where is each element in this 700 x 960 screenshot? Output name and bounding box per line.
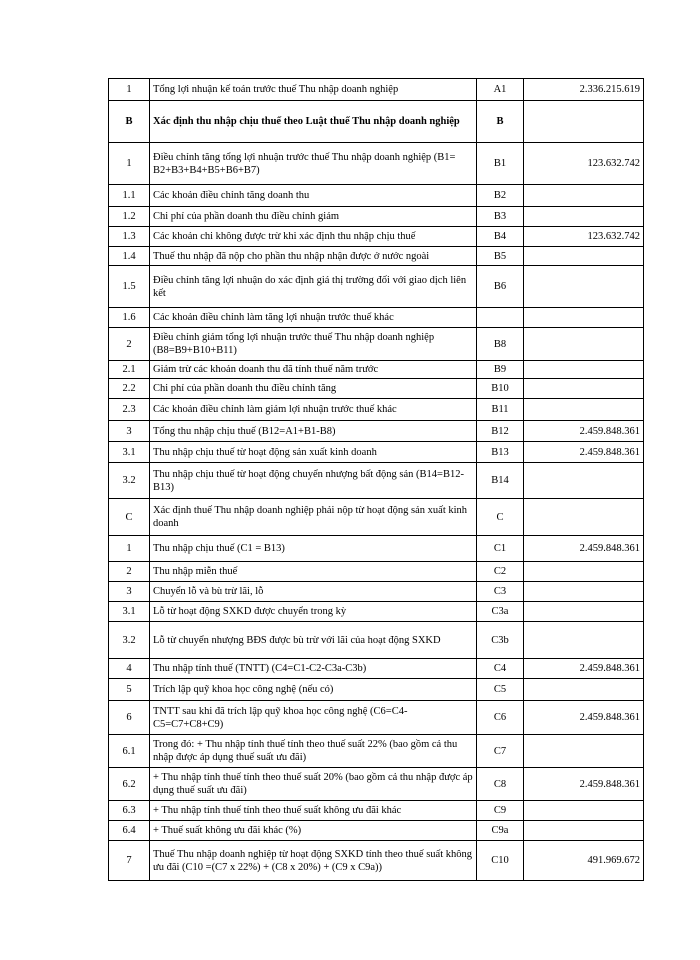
row-description: Chi phí của phần doanh thu điều chỉnh tăng	[150, 379, 477, 399]
table-row	[109, 79, 644, 101]
row-description: Điều chỉnh giảm tổng lợi nhuận trước thuế Thu nhập doanh nghiệp (B8=B9+B10+B11)	[150, 328, 477, 361]
row-number: 3	[109, 421, 150, 442]
row-number: 1	[109, 536, 150, 562]
row-value	[524, 499, 644, 536]
table-row	[109, 735, 644, 768]
row-number: B	[109, 101, 150, 143]
row-code: B2	[477, 185, 524, 207]
row-number: 3.2	[109, 463, 150, 499]
row-value: 123.632.742	[524, 143, 644, 185]
row-code: C3a	[477, 602, 524, 622]
row-code: B12	[477, 421, 524, 442]
row-code: A1	[477, 79, 524, 101]
row-number: 2.1	[109, 361, 150, 379]
row-description: Xác định thuế Thu nhập doanh nghiệp phải nộp từ hoạt động sản xuất kinh doanh	[150, 499, 477, 536]
table-row	[109, 536, 644, 562]
row-code: B	[477, 101, 524, 143]
row-description: Các khoản điều chỉnh tăng doanh thu	[150, 185, 477, 207]
row-code: B4	[477, 227, 524, 247]
row-number: 1	[109, 79, 150, 101]
row-number: 3	[109, 582, 150, 602]
row-description: Các khoản điều chỉnh làm tăng lợi nhuận trước thuế khác	[150, 308, 477, 328]
row-code: B8	[477, 328, 524, 361]
row-code: C3	[477, 582, 524, 602]
row-number: 1.6	[109, 308, 150, 328]
row-description: Thu nhập chịu thuế từ hoạt động chuyển nhượng bất động sản (B14=B12-B13)	[150, 463, 477, 499]
row-number: C	[109, 499, 150, 536]
row-number: 2	[109, 562, 150, 582]
row-number: 4	[109, 659, 150, 679]
row-value	[524, 361, 644, 379]
row-value	[524, 801, 644, 821]
row-value: 2.459.848.361	[524, 768, 644, 801]
row-code: C9	[477, 801, 524, 821]
row-description: Các khoản chi không được trừ khi xác định thu nhập chịu thuế	[150, 227, 477, 247]
row-code: C1	[477, 536, 524, 562]
row-code: C6	[477, 701, 524, 735]
table-row	[109, 622, 644, 659]
table-row	[109, 463, 644, 499]
row-code: B1	[477, 143, 524, 185]
table-row	[109, 379, 644, 399]
table-row	[109, 308, 644, 328]
row-description: + Thu nhập tính thuế tính theo thuế suất không ưu đãi khác	[150, 801, 477, 821]
row-code: C2	[477, 562, 524, 582]
row-code: B9	[477, 361, 524, 379]
row-value	[524, 247, 644, 266]
table-row	[109, 361, 644, 379]
row-description: Thu nhập chịu thuế (C1 = B13)	[150, 536, 477, 562]
row-description: Tổng lợi nhuận kế toán trước thuế Thu nhập doanh nghiệp	[150, 79, 477, 101]
row-description: Điều chỉnh tăng lợi nhuận do xác định giá thị trường đối với giao dịch liên kết	[150, 266, 477, 308]
row-description: Chi phí của phần doanh thu điều chỉnh giảm	[150, 207, 477, 227]
row-value: 2.459.848.361	[524, 421, 644, 442]
row-value	[524, 821, 644, 841]
table-row	[109, 602, 644, 622]
table-row	[109, 143, 644, 185]
row-value	[524, 266, 644, 308]
row-description: Lỗ từ chuyển nhượng BĐS được bù trừ với lãi của hoạt động SXKD	[150, 622, 477, 659]
row-number: 6	[109, 701, 150, 735]
row-code: C10	[477, 841, 524, 881]
row-number: 1.2	[109, 207, 150, 227]
row-value: 2.336.215.619	[524, 79, 644, 101]
row-description: Thuế thu nhập đã nộp cho phần thu nhập nhận được ở nước ngoài	[150, 247, 477, 266]
row-description: + Thu nhập tính thuế tính theo thuế suất 20% (bao gồm cả thu nhập được áp dụng thuế suất ưu đãi)	[150, 768, 477, 801]
table-row	[109, 247, 644, 266]
row-code: B5	[477, 247, 524, 266]
row-value: 2.459.848.361	[524, 701, 644, 735]
row-value	[524, 562, 644, 582]
row-number: 5	[109, 679, 150, 701]
row-number: 1.1	[109, 185, 150, 207]
row-value: 491.969.672	[524, 841, 644, 881]
row-description: Chuyển lỗ và bù trừ lãi, lỗ	[150, 582, 477, 602]
row-value: 2.459.848.361	[524, 659, 644, 679]
row-number: 3.1	[109, 602, 150, 622]
row-code: B13	[477, 442, 524, 463]
row-code: B10	[477, 379, 524, 399]
row-value	[524, 101, 644, 143]
row-code: C4	[477, 659, 524, 679]
row-number: 1.4	[109, 247, 150, 266]
row-number: 6.2	[109, 768, 150, 801]
row-value	[524, 679, 644, 701]
row-description: Giảm trừ các khoản doanh thu đã tính thuế năm trước	[150, 361, 477, 379]
row-description: Lỗ từ hoạt động SXKD được chuyển trong kỳ	[150, 602, 477, 622]
table-row	[109, 768, 644, 801]
row-value	[524, 185, 644, 207]
row-description: Tổng thu nhập chịu thuế (B12=A1+B1-B8)	[150, 421, 477, 442]
row-value	[524, 602, 644, 622]
table-row	[109, 101, 644, 143]
row-description: Điều chỉnh tăng tổng lợi nhuận trước thuế Thu nhập doanh nghiệp (B1= B2+B3+B4+B5+B6+B7)	[150, 143, 477, 185]
row-value	[524, 582, 644, 602]
row-code: C	[477, 499, 524, 536]
row-number: 6.3	[109, 801, 150, 821]
row-number: 2	[109, 328, 150, 361]
table-row	[109, 207, 644, 227]
row-value	[524, 463, 644, 499]
row-value: 2.459.848.361	[524, 442, 644, 463]
table-row	[109, 328, 644, 361]
row-number: 1	[109, 143, 150, 185]
row-code: B6	[477, 266, 524, 308]
table-row	[109, 266, 644, 308]
row-code: C7	[477, 735, 524, 768]
table-row	[109, 679, 644, 701]
row-value	[524, 735, 644, 768]
row-code: B14	[477, 463, 524, 499]
table-row	[109, 821, 644, 841]
row-description: Các khoản điều chỉnh làm giảm lợi nhuận trước thuế khác	[150, 399, 477, 421]
row-number: 3.1	[109, 442, 150, 463]
row-value	[524, 328, 644, 361]
row-code: C5	[477, 679, 524, 701]
table-row	[109, 442, 644, 463]
row-number: 2.3	[109, 399, 150, 421]
row-value	[524, 207, 644, 227]
row-number: 1.5	[109, 266, 150, 308]
row-description: + Thuế suất không ưu đãi khác (%)	[150, 821, 477, 841]
row-description: Thu nhập miễn thuế	[150, 562, 477, 582]
row-number: 3.2	[109, 622, 150, 659]
row-description: Thuế Thu nhập doanh nghiệp từ hoạt động SXKD tính theo thuế suất không ưu đãi (C10 =(C7 x 22%) + (C8 x 20%) + (C9 x C9a))	[150, 841, 477, 881]
row-description: TNTT sau khi đã trích lập quỹ khoa học công nghệ (C6=C4-C5=C7+C8+C9)	[150, 701, 477, 735]
row-value	[524, 308, 644, 328]
table-row	[109, 399, 644, 421]
row-description: Trích lập quỹ khoa học công nghệ (nếu có)	[150, 679, 477, 701]
table-row	[109, 801, 644, 821]
row-number: 7	[109, 841, 150, 881]
table-row	[109, 659, 644, 679]
row-code: B3	[477, 207, 524, 227]
row-number: 2.2	[109, 379, 150, 399]
row-description: Trong đó: + Thu nhập tính thuế tính theo thuế suất 22% (bao gồm cả thu nhập được áp dụng thuế suất ưu đãi)	[150, 735, 477, 768]
table-row	[109, 841, 644, 881]
tax-table	[108, 78, 644, 881]
row-value	[524, 379, 644, 399]
row-number: 6.4	[109, 821, 150, 841]
table-row	[109, 185, 644, 207]
row-number: 1.3	[109, 227, 150, 247]
row-code: C9a	[477, 821, 524, 841]
row-code: B11	[477, 399, 524, 421]
row-code	[477, 308, 524, 328]
row-description: Xác định thu nhập chịu thuế theo Luật thuế Thu nhập doanh nghiệp	[150, 101, 477, 143]
table-row	[109, 499, 644, 536]
row-code: C8	[477, 768, 524, 801]
row-value: 123.632.742	[524, 227, 644, 247]
table-row	[109, 421, 644, 442]
row-value	[524, 622, 644, 659]
table-row	[109, 701, 644, 735]
row-code: C3b	[477, 622, 524, 659]
row-description: Thu nhập chịu thuế từ hoạt động sản xuất kinh doanh	[150, 442, 477, 463]
row-number: 6.1	[109, 735, 150, 768]
table-row	[109, 227, 644, 247]
row-value	[524, 399, 644, 421]
row-description: Thu nhập tính thuế (TNTT) (C4=C1-C2-C3a-C3b)	[150, 659, 477, 679]
table-row	[109, 582, 644, 602]
table-row	[109, 562, 644, 582]
row-value: 2.459.848.361	[524, 536, 644, 562]
